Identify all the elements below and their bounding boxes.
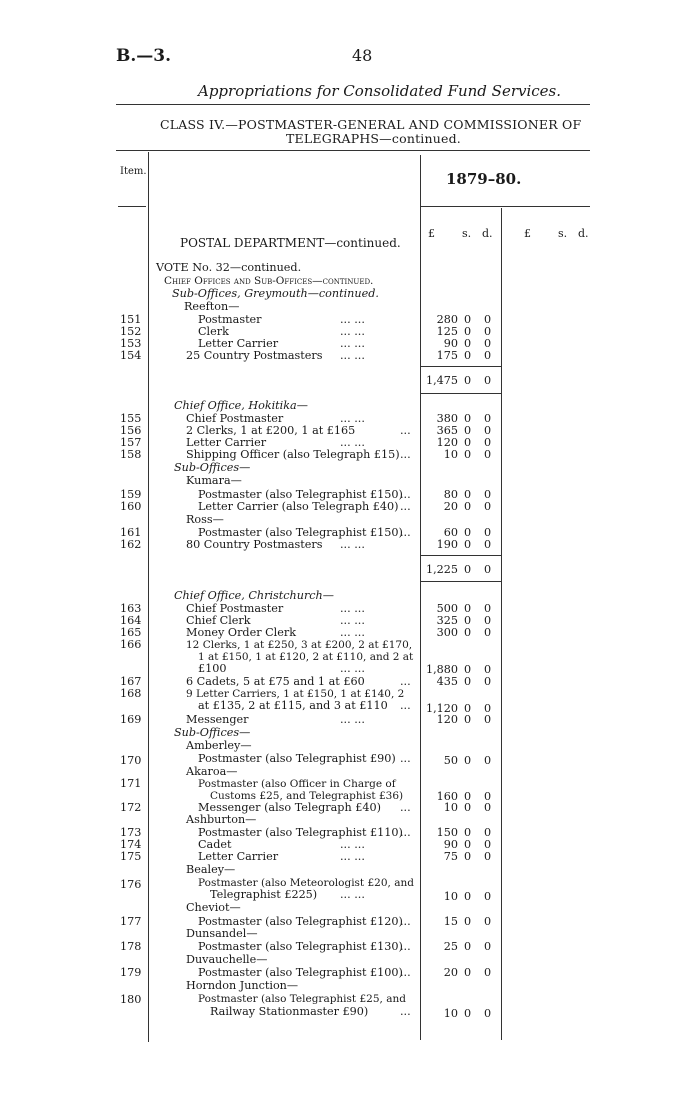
amount-pence: 0 — [484, 966, 492, 979]
item-description-line2: Railway Stationmaster £90) — [210, 1005, 369, 1018]
place-horndon-junction: Horndon Junction— — [186, 979, 299, 992]
amount-shillings: 0 — [464, 412, 472, 425]
amount-pence: 0 — [484, 890, 492, 903]
item-number: 179 — [120, 966, 142, 979]
leader-dots: ... ... — [340, 838, 365, 851]
item-number: 155 — [120, 412, 142, 425]
shilling-header: s. — [462, 227, 472, 240]
amount-shillings: 0 — [464, 790, 472, 803]
item-description: Chief Clerk — [186, 614, 251, 627]
amount-pounds: 300 — [436, 626, 458, 639]
place-bealey: Bealey— — [186, 863, 236, 876]
amount-shillings: 0 — [464, 325, 472, 338]
place-cheviot: Cheviot— — [186, 901, 241, 914]
amount-pence: 0 — [484, 488, 492, 501]
subtotal-pounds: 1,475 — [425, 374, 458, 387]
amount-shillings: 0 — [464, 801, 472, 814]
subtotal-shillings: 0 — [464, 563, 472, 576]
item-description: Clerk — [198, 325, 229, 338]
sub-offices-greymouth-heading: Sub-Offices, Greymouth—continued. — [172, 287, 379, 300]
leader-dots: ... — [400, 675, 411, 688]
amount-pounds: 280 — [436, 313, 458, 326]
amount-pence: 0 — [484, 448, 492, 461]
item-number: 173 — [120, 826, 142, 839]
pence-header: d. — [482, 227, 493, 240]
amount-pounds: 75 — [443, 850, 458, 863]
amount-shillings: 0 — [464, 424, 472, 437]
amount-pounds: 60 — [443, 526, 458, 539]
item-number: 176 — [120, 878, 142, 891]
amount-pence: 0 — [484, 412, 492, 425]
leader-dots: ... — [400, 488, 411, 501]
leader-dots: ... ... — [340, 626, 365, 639]
item-description: 6 Cadets, 5 at £75 and 1 at £60 — [186, 675, 365, 688]
amount-pence: 0 — [484, 500, 492, 513]
item-description-line1: 12 Clerks, 1 at £250, 3 at £200, 2 at £170, — [186, 639, 413, 651]
item-description: Messenger (also Telegraph £40) — [198, 801, 381, 814]
department-heading: POSTAL DEPARTMENT—continued. — [180, 236, 401, 250]
year-header-rule — [420, 206, 590, 207]
item-description: Letter Carrier (also Telegraph £40) — [198, 500, 399, 513]
item-description: Letter Carrier — [198, 337, 279, 350]
item-description: Letter Carrier — [198, 850, 279, 863]
amount-pence: 0 — [484, 838, 492, 851]
page-number: 48 — [352, 46, 373, 65]
amount-pounds: 10 — [443, 890, 458, 903]
amount-shillings: 0 — [464, 448, 472, 461]
pence-header-2: d. — [578, 227, 589, 240]
leader-dots: ... — [400, 801, 411, 814]
page-title: Appropriations for Consolidated Fund Services. — [198, 82, 562, 100]
amount-column-divider-2 — [501, 208, 502, 1040]
item-description: Letter Carrier — [186, 436, 267, 449]
item-number: 168 — [120, 687, 142, 700]
amount-pounds: 20 — [443, 966, 458, 979]
subtotal-shillings: 0 — [464, 374, 472, 387]
amount-shillings: 0 — [464, 313, 472, 326]
amount-pence: 0 — [484, 626, 492, 639]
item-number: 177 — [120, 915, 142, 928]
leader-dots: ... ... — [340, 538, 365, 551]
item-header-rule — [118, 206, 146, 207]
leader-dots: ... ... — [340, 337, 365, 350]
amount-shillings: 0 — [464, 850, 472, 863]
amount-pence: 0 — [484, 801, 492, 814]
item-number: 175 — [120, 850, 142, 863]
amount-pence: 0 — [484, 337, 492, 350]
amount-pence: 0 — [484, 713, 492, 726]
item-number: 158 — [120, 448, 142, 461]
amount-pence: 0 — [484, 675, 492, 688]
place-reefton: Reefton— — [184, 300, 240, 313]
item-column-header: Item. — [120, 166, 147, 177]
amount-pounds: 50 — [443, 754, 458, 767]
amount-shillings: 0 — [464, 614, 472, 627]
leader-dots: ... — [400, 915, 411, 928]
amount-shillings: 0 — [464, 626, 472, 639]
amount-shillings: 0 — [464, 890, 472, 903]
item-description: Shipping Officer (also Telegraph £15) — [186, 448, 400, 461]
amount-pounds: 80 — [443, 488, 458, 501]
amount-pence: 0 — [484, 915, 492, 928]
amount-pounds: 90 — [443, 337, 458, 350]
item-number: 163 — [120, 602, 142, 615]
item-description-line1: 9 Letter Carriers, 1 at £150, 1 at £140, 2 — [186, 688, 405, 700]
amount-pounds: 125 — [436, 325, 458, 338]
place-ross: Ross— — [186, 513, 224, 526]
leader-dots: ... ... — [340, 602, 365, 615]
amount-pounds: 190 — [436, 538, 458, 551]
leader-dots: ... — [400, 448, 411, 461]
subtotal-pence: 0 — [484, 374, 492, 387]
amount-pounds: 1,120 — [425, 702, 458, 715]
amount-pounds: 325 — [436, 614, 458, 627]
chief-office-christchurch-heading: Chief Office, Christchurch— — [174, 589, 334, 602]
amount-pence: 0 — [484, 349, 492, 362]
leader-dots: ... ... — [340, 662, 365, 675]
table-top-rule — [116, 150, 590, 151]
item-number: 159 — [120, 488, 142, 501]
class-heading-line1: CLASS IV.—POSTMASTER-GENERAL AND COMMISSIONER OF — [160, 117, 582, 132]
item-description: Postmaster (also Telegraphist £150) — [198, 526, 403, 539]
place-akaroa: Akaroa— — [186, 765, 238, 778]
leader-dots: ... ... — [340, 850, 365, 863]
item-number: 167 — [120, 675, 142, 688]
amount-pence: 0 — [484, 754, 492, 767]
amount-shillings: 0 — [464, 349, 472, 362]
amount-pounds: 120 — [436, 713, 458, 726]
class-heading-line2: TELEGRAPHS—continued. — [286, 131, 461, 146]
item-number: 153 — [120, 337, 142, 350]
item-number: 170 — [120, 754, 142, 767]
leader-dots: ... ... — [340, 614, 365, 627]
amount-shillings: 0 — [464, 915, 472, 928]
amount-pence: 0 — [484, 436, 492, 449]
amount-pence: 0 — [484, 325, 492, 338]
item-description-line2: at £135, 2 at £115, and 3 at £110 — [198, 699, 388, 712]
item-description: Postmaster (also Telegraphist £110) — [198, 826, 403, 839]
amount-pence: 0 — [484, 826, 492, 839]
amount-pounds: 365 — [436, 424, 458, 437]
amount-pounds: 10 — [443, 448, 458, 461]
leader-dots: ... ... — [340, 713, 365, 726]
amount-pence: 0 — [484, 850, 492, 863]
amount-shillings: 0 — [464, 436, 472, 449]
item-description: Chief Postmaster — [186, 602, 284, 615]
amount-shillings: 0 — [464, 966, 472, 979]
sub-offices-heading: Sub-Offices— — [174, 461, 251, 474]
item-description-line3: £100 — [198, 662, 227, 675]
place-kumara: Kumara— — [186, 474, 242, 487]
amount-pounds: 20 — [443, 500, 458, 513]
leader-dots: ... ... — [340, 325, 365, 338]
item-number: 166 — [120, 638, 142, 651]
item-description-line1: Postmaster (also Officer in Charge of — [198, 778, 396, 790]
amount-pence: 0 — [484, 614, 492, 627]
shilling-header-2: s. — [558, 227, 568, 240]
leader-dots: ... — [400, 526, 411, 539]
leader-dots: ... — [400, 500, 411, 513]
amount-pounds: 1,880 — [425, 663, 458, 676]
amount-pence: 0 — [484, 602, 492, 615]
item-number: 169 — [120, 713, 142, 726]
amount-shillings: 0 — [464, 526, 472, 539]
amount-pounds: 160 — [436, 790, 458, 803]
leader-dots: ... ... — [340, 888, 365, 901]
amount-pence: 0 — [484, 1007, 492, 1020]
place-dunsandel: Dunsandel— — [186, 927, 258, 940]
amount-shillings: 0 — [464, 337, 472, 350]
amount-shillings: 0 — [464, 602, 472, 615]
item-description-line1: Postmaster (also Meteorologist £20, and — [198, 877, 414, 889]
item-description: Postmaster (also Telegraphist £130) — [198, 940, 403, 953]
item-description: 80 Country Postmasters — [186, 538, 323, 551]
item-number: 180 — [120, 993, 142, 1006]
amount-pence: 0 — [484, 940, 492, 953]
leader-dots: ... — [400, 966, 411, 979]
amount-column-divider — [420, 155, 421, 1040]
item-number: 156 — [120, 424, 142, 437]
item-description: Messenger — [186, 713, 249, 726]
subtotal-rule-bottom — [420, 393, 501, 394]
amount-shillings: 0 — [464, 702, 472, 715]
item-description: Postmaster (also Telegraphist £120) — [198, 915, 403, 928]
amount-pence: 0 — [484, 663, 492, 676]
amount-pence: 0 — [484, 790, 492, 803]
item-description: Postmaster (also Telegraphist £90) — [198, 752, 396, 765]
item-description: Postmaster — [198, 313, 262, 326]
place-ashburton: Ashburton— — [186, 813, 257, 826]
subtotal-pounds: 1,225 — [425, 563, 458, 576]
amount-pounds: 15 — [443, 915, 458, 928]
item-description: 2 Clerks, 1 at £200, 1 at £165 — [186, 424, 356, 437]
leader-dots: ... — [400, 1005, 411, 1018]
item-number: 154 — [120, 349, 142, 362]
item-number: 171 — [120, 777, 142, 790]
amount-pounds: 435 — [436, 675, 458, 688]
header-rule — [116, 104, 590, 105]
leader-dots: ... — [400, 752, 411, 765]
amount-pence: 0 — [484, 313, 492, 326]
amount-pence: 0 — [484, 424, 492, 437]
document-reference: B.—3. — [116, 46, 172, 66]
item-description-line2: 1 at £150, 1 at £120, 2 at £110, and 2 at — [198, 651, 414, 663]
amount-shillings: 0 — [464, 838, 472, 851]
subtotal-pence: 0 — [484, 563, 492, 576]
item-number: 161 — [120, 526, 142, 539]
subtotal-rule — [420, 555, 501, 556]
leader-dots: ... — [400, 699, 411, 712]
item-description: Chief Postmaster — [186, 412, 284, 425]
amount-pence: 0 — [484, 538, 492, 551]
year-header: 1879–80. — [446, 170, 522, 188]
sub-offices-heading: Sub-Offices— — [174, 726, 251, 739]
item-number: 157 — [120, 436, 142, 449]
pound-header: £ — [428, 227, 435, 240]
item-number: 178 — [120, 940, 142, 953]
amount-shillings: 0 — [464, 713, 472, 726]
amount-shillings: 0 — [464, 754, 472, 767]
amount-shillings: 0 — [464, 675, 472, 688]
item-description: 25 Country Postmasters — [186, 349, 323, 362]
item-column-divider — [148, 152, 149, 1042]
amount-pence: 0 — [484, 702, 492, 715]
item-description: Postmaster (also Telegraphist £150) — [198, 488, 403, 501]
chief-office-hokitika-heading: Chief Office, Hokitika— — [174, 399, 308, 412]
subtotal-rule — [420, 366, 501, 367]
amount-pounds: 10 — [443, 1007, 458, 1020]
amount-shillings: 0 — [464, 826, 472, 839]
item-number: 162 — [120, 538, 142, 551]
leader-dots: ... — [400, 424, 411, 437]
amount-shillings: 0 — [464, 538, 472, 551]
amount-pence: 0 — [484, 526, 492, 539]
amount-shillings: 0 — [464, 663, 472, 676]
leader-dots: ... — [400, 826, 411, 839]
amount-pounds: 175 — [436, 349, 458, 362]
item-number: 160 — [120, 500, 142, 513]
place-amberley: Amberley— — [186, 739, 252, 752]
leader-dots: ... ... — [340, 412, 365, 425]
place-duvauchelle: Duvauchelle— — [186, 953, 268, 966]
item-number: 174 — [120, 838, 142, 851]
amount-pounds: 10 — [443, 801, 458, 814]
item-number: 152 — [120, 325, 142, 338]
amount-shillings: 0 — [464, 488, 472, 501]
amount-pounds: 25 — [443, 940, 458, 953]
item-number: 165 — [120, 626, 142, 639]
item-description-line2: Telegraphist £225) — [210, 888, 318, 901]
leader-dots: ... ... — [340, 313, 365, 326]
amount-pounds: 90 — [443, 838, 458, 851]
item-description: Postmaster (also Telegraphist £100) — [198, 966, 403, 979]
item-description-line1: Postmaster (also Telegraphist £25, and — [198, 993, 406, 1005]
item-description: Cadet — [198, 838, 232, 851]
subtotal-rule-bottom — [420, 581, 501, 582]
item-description-line2: Customs £25, and Telegraphist £36) — [210, 790, 404, 802]
leader-dots: ... ... — [340, 349, 365, 362]
amount-pounds: 380 — [436, 412, 458, 425]
item-number: 164 — [120, 614, 142, 627]
pound-header-2: £ — [524, 227, 531, 240]
item-number: 172 — [120, 801, 142, 814]
amount-pounds: 120 — [436, 436, 458, 449]
item-description: Money Order Clerk — [186, 626, 296, 639]
item-number: 151 — [120, 313, 142, 326]
amount-shillings: 0 — [464, 940, 472, 953]
leader-dots: ... — [400, 940, 411, 953]
vote-heading: VOTE No. 32—continued. — [156, 261, 302, 274]
chief-offices-heading: Chief Offices and Sub-Offices—continued. — [164, 275, 374, 287]
amount-shillings: 0 — [464, 1007, 472, 1020]
amount-pounds: 150 — [436, 826, 458, 839]
amount-shillings: 0 — [464, 500, 472, 513]
amount-pounds: 500 — [436, 602, 458, 615]
leader-dots: ... ... — [340, 436, 365, 449]
